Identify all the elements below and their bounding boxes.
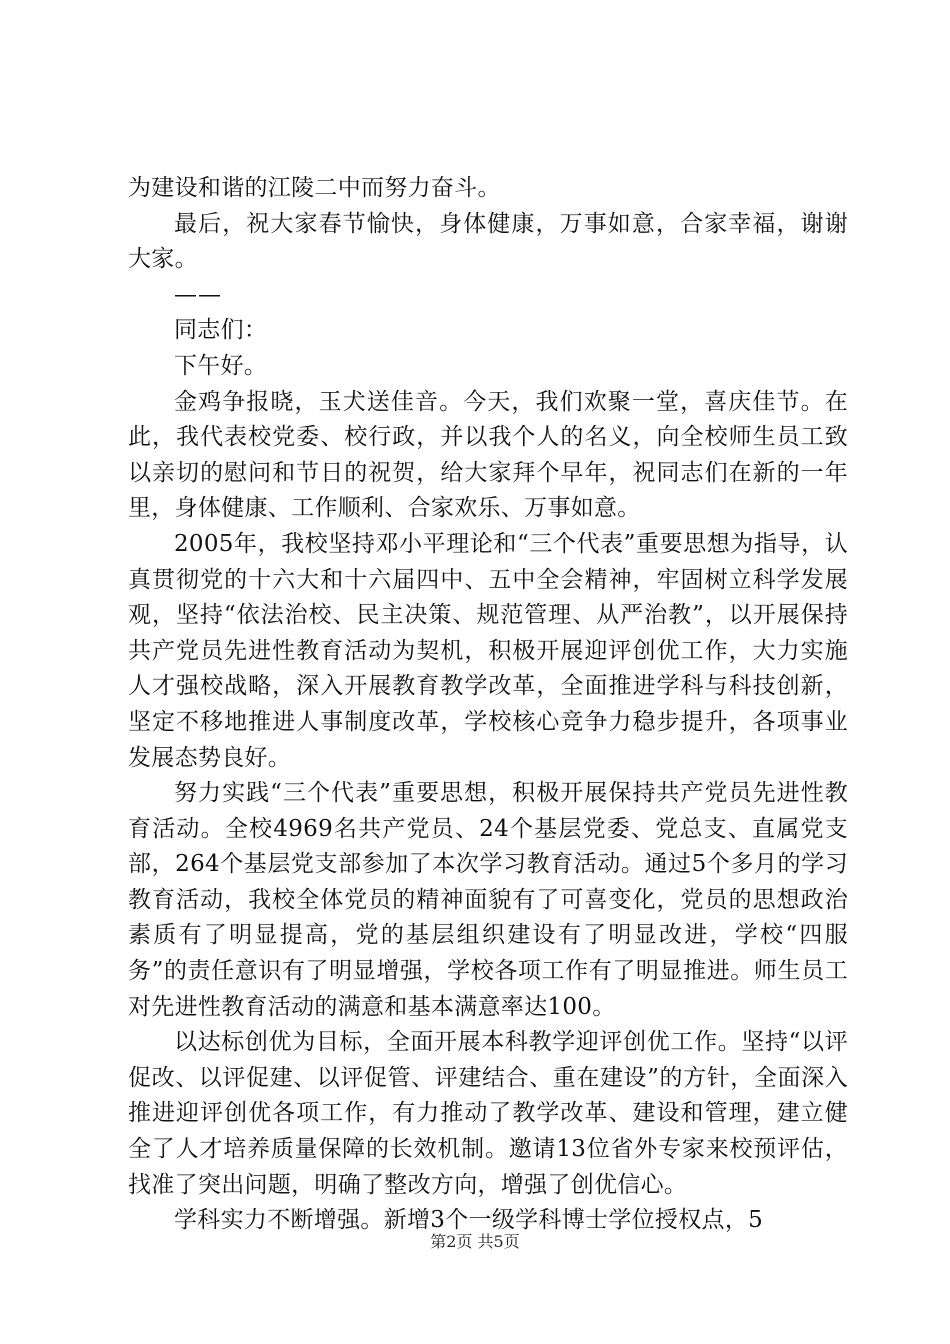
page-footer bbox=[0, 1232, 950, 1252]
paragraph-closing-line: 为建设和谐的江陵二中而努力奋斗。 bbox=[128, 175, 501, 201]
document-body bbox=[128, 171, 848, 1239]
page-number-label: 第2页 共5页 bbox=[430, 1232, 520, 1251]
paragraph-new-year-wishes: 最后，祝大家春节愉快，身体健康，万事如意，合家幸福，谢谢大家。 bbox=[128, 210, 848, 273]
paragraph-discipline-strength: 学科实力不断增强。新增3个一级学科博士学位授权点，5 bbox=[174, 1207, 764, 1234]
paragraph-greeting: 下午好。 bbox=[174, 352, 268, 379]
paragraph-teaching-evaluation: 以达标创优为目标，全面开展本科教学迎评创优工作。坚持“以评促改、以评促建、以评促管、评建结合、重在建设”的方针，全面深入推进迎评创优各项工作，有力推动了教学改革、建设和管理，建立健全了人才培养质量保障的长效机制。邀请13位省外专家来校预评估，找准了突出问题，明确了整改方向，增强了创优信心。 bbox=[128, 1029, 848, 1198]
paragraph-2005-overview: 2005年，我校坚持邓小平理论和“三个代表”重要思想为指导，认真贯彻党的十六大和十六届四中、五中全会精神，牢固树立科学发展观，坚持“依法治校、民主决策、规范管理、从严治教”，以开展保持共产党员先进性教育活动为契机，积极开展迎评创优工作，大力实施人才强校战略，深入开展教育教学改革，全面推进学科与科技创新，坚定不移地推进人事制度改革，学校核心竞争力稳步提升，各项事业发展态势良好。 bbox=[128, 530, 848, 771]
paragraph-festival-greetings: 金鸡争报晓，玉犬送佳音。今天，我们欢聚一堂，喜庆佳节。在此，我代表校党委、校行政，并以我个人的名义，向全校师生员工致以亲切的慰问和节日的祝贺，给大家拜个早年，祝同志们在新的一年里，身体健康、工作顺利、合家欢乐、万事如意。 bbox=[128, 388, 848, 522]
paragraph-salutation: 同志们： bbox=[174, 317, 268, 344]
section-divider: —— bbox=[174, 281, 222, 308]
paragraph-party-education: 努力实践“三个代表”重要思想，积极开展保持共产党员先进性教育活动。全校4969名共产党员、24个基层党委、党总支、直属党支部，264个基层党支部参加了本次学习教育活动。通过5个多月的学习教育活动，我校全体党员的精神面貌有了可喜变化，党员的思想政治素质有了明显提高，党的基层组织建设有了明显改进，学校“四服务”的责任意识有了明显增强，学校各项工作有了明显推进。师生员工对先进性教育活动的满意和基本满意率达100。 bbox=[128, 780, 848, 1020]
